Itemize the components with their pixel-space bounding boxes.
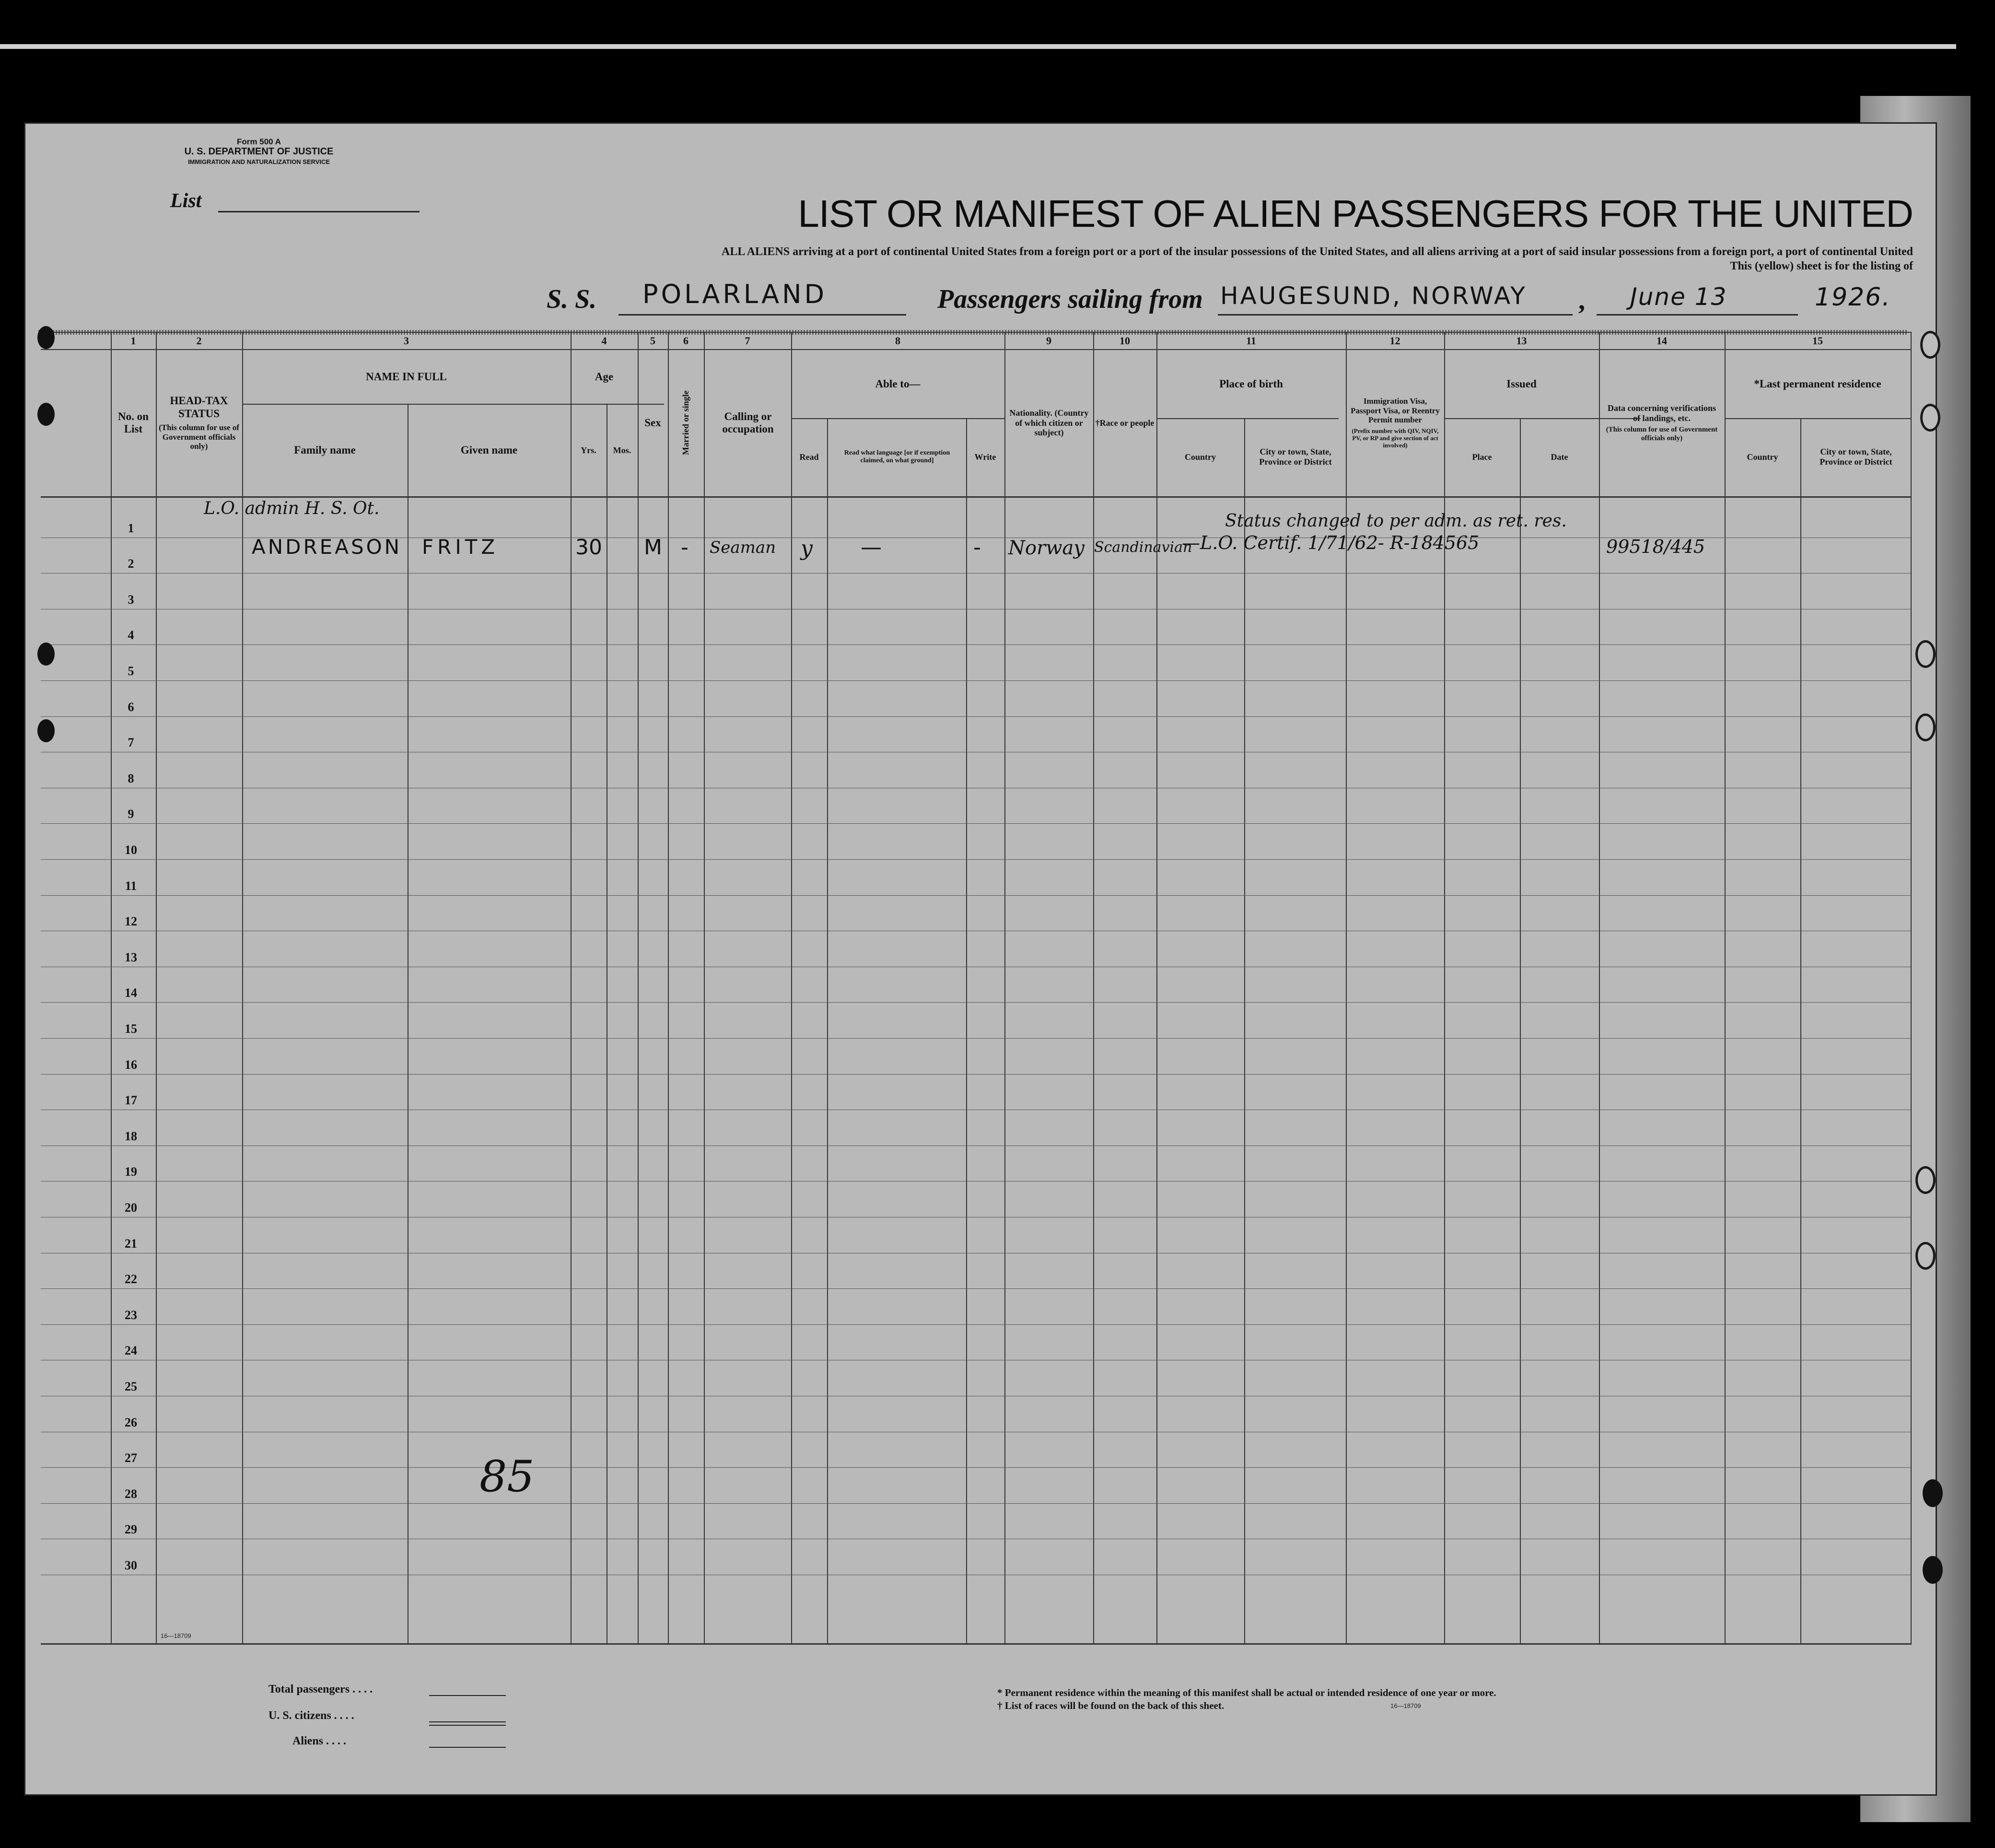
- entry-1-age-yrs: 30: [575, 535, 602, 560]
- punch-hole: [1915, 640, 1936, 668]
- entry-1-married: -: [681, 535, 688, 560]
- row-number: 13: [125, 950, 137, 964]
- col-num-5: 5: [650, 335, 655, 347]
- data-concerning-title: Data concerning verifications of landings, etc.: [1608, 403, 1716, 423]
- sailing-date: June 13: [1630, 283, 1727, 311]
- row-rule: [41, 823, 1911, 824]
- header-race: †Race or people: [1095, 418, 1155, 428]
- aliens-line: [429, 1747, 506, 1748]
- total-passengers-label: Total passengers . . . .: [268, 1683, 373, 1696]
- col-num-10: 10: [1120, 335, 1130, 347]
- punch-hole: [1923, 1479, 1943, 1507]
- row-number: 27: [125, 1451, 137, 1465]
- row-number: 5: [128, 664, 134, 678]
- rule: [1004, 332, 1005, 1645]
- col-num-4: 4: [601, 335, 607, 347]
- port-of-departure: HAUGESUND, NORWAY: [1220, 282, 1527, 310]
- punch-hole: [1923, 1556, 1943, 1584]
- row-number: 9: [128, 807, 134, 821]
- header-write: Write: [974, 452, 996, 462]
- header-last-residence: *Last permanent residence: [1754, 377, 1881, 390]
- department: U. S. DEPARTMENT OF JUSTICE: [184, 146, 334, 157]
- col-num-8: 8: [895, 335, 900, 347]
- rule: [1911, 332, 1912, 1645]
- header-family-name: Family name: [294, 444, 356, 456]
- entry-1-nationality: Norway: [1008, 537, 1085, 559]
- row-number: 14: [125, 986, 137, 1000]
- rule: [1725, 332, 1726, 1645]
- footnote-races: † List of races will be found on the back of this sheet.: [997, 1700, 1225, 1711]
- row-rule: [41, 895, 1911, 896]
- header-married: Married or single: [681, 390, 691, 456]
- row-rule: [41, 716, 1911, 717]
- header-head-tax: [158, 351, 240, 495]
- header-nationality: Nationality. (Country of which citizen or subject): [1009, 408, 1089, 438]
- punch-hole: [37, 719, 55, 742]
- entry-1-given-name: FRITZ: [422, 535, 499, 559]
- page-title: LIST OR MANIFEST OF ALIEN PASSENGERS FOR THE UNITED: [798, 192, 1913, 235]
- us-citizens-line: [429, 1721, 506, 1722]
- footnote-permanent-residence: * Permanent residence within the meaning of this manifest shall be actual or intended residence of one year or more.: [997, 1687, 1496, 1698]
- rule: [668, 332, 669, 1645]
- entry-1-write: -: [973, 535, 981, 560]
- page-mark: 85: [479, 1451, 535, 1502]
- row-rule: [41, 1467, 1911, 1468]
- entry-1-status-note: Status changed to per adm. as ret. res.: [1225, 511, 1567, 531]
- punch-hole: [1920, 404, 1940, 432]
- row-number: 10: [125, 843, 137, 857]
- rule: [41, 1643, 1911, 1645]
- row-number: 6: [128, 700, 134, 714]
- rule: [1800, 418, 1801, 1645]
- header-res-country: Country: [1747, 452, 1778, 462]
- header-issued-date: Date: [1551, 452, 1568, 462]
- footer-print-code: 16—18709: [1390, 1702, 1421, 1709]
- row-number: 7: [128, 736, 134, 750]
- row-number: 11: [125, 878, 137, 893]
- header-place-of-birth: Place of birth: [1219, 377, 1283, 390]
- ss-label: S. S.: [547, 284, 597, 314]
- header-no-on-list: No. on List: [118, 410, 149, 435]
- col-num-1: 1: [130, 335, 136, 347]
- col-num-6: 6: [683, 335, 688, 347]
- subtitle: [432, 245, 1913, 273]
- header-yrs: Yrs.: [581, 445, 596, 455]
- subtitle-line-1: ALL ALIENS arriving at a port of continental United States from a foreign port or a port of the insular possessions of the United States, and all aliens arriving at a port of said insular possessions from a foreign port, a port of continental United: [722, 246, 1913, 258]
- punch-hole: [1915, 713, 1936, 741]
- punch-hole: [37, 403, 55, 426]
- list-label: List: [170, 190, 202, 212]
- punch-hole: [1915, 1242, 1936, 1270]
- form-number: Form 500 A: [237, 137, 281, 146]
- rule: [791, 332, 792, 1645]
- col-num-9: 9: [1046, 335, 1051, 347]
- us-citizens-label: U. S. citizens . . . .: [268, 1709, 354, 1722]
- row-number: 1: [128, 521, 134, 535]
- rule: [1093, 332, 1094, 1645]
- header-data-concerning: [1600, 351, 1724, 495]
- date-line: [1597, 314, 1798, 316]
- visa-title: Immigration Visa, Passport Visa, or Reentry Permit number: [1351, 397, 1440, 425]
- row-rule: [41, 1074, 1911, 1075]
- header-age: Age: [595, 370, 614, 383]
- list-number-line: [218, 211, 420, 212]
- header-name-in-full: NAME IN FULL: [366, 370, 447, 383]
- rule: [41, 496, 1911, 498]
- row-number: 26: [125, 1415, 137, 1429]
- col-num-11: 11: [1246, 335, 1256, 347]
- row-number: 25: [125, 1380, 137, 1393]
- rule: [966, 418, 967, 1645]
- row-number: 2: [128, 557, 134, 571]
- entry-1-annotation: L.O. admin H. S. Ot.: [204, 499, 380, 518]
- entry-1-read-language: —: [861, 535, 882, 560]
- entry-1-sex: M: [644, 535, 662, 560]
- total-passengers-line: [429, 1695, 506, 1696]
- sailing-label: Passengers sailing from: [937, 284, 1203, 314]
- data-concerning-note: (This column for use of Government officials only): [1606, 426, 1718, 442]
- punch-hole: [1915, 1166, 1936, 1194]
- comma-separator: ,: [1578, 286, 1585, 316]
- header-read: Read: [799, 452, 819, 462]
- head-tax-note: (This column for use of Government officials only): [159, 423, 239, 451]
- row-rule: [41, 1038, 1911, 1039]
- entry-1-verification: 99518/445: [1606, 536, 1705, 557]
- header-birth-country: Country: [1184, 452, 1216, 462]
- row-number: 30: [125, 1558, 137, 1572]
- header-issued-place: Place: [1472, 452, 1492, 462]
- rule: [41, 349, 1911, 350]
- row-number: 23: [125, 1308, 137, 1322]
- sailing-year: 1926.: [1815, 283, 1891, 312]
- row-rule: [41, 680, 1911, 681]
- row-rule: [41, 1503, 1911, 1504]
- row-rule: [41, 1002, 1911, 1003]
- row-number: 3: [128, 592, 134, 607]
- col-num-7: 7: [745, 335, 750, 347]
- aliens-label: Aliens . . . .: [292, 1735, 347, 1747]
- row-number: 19: [125, 1165, 137, 1179]
- rule: [1156, 332, 1157, 1645]
- row-number: 18: [125, 1129, 137, 1143]
- rule: [1520, 418, 1521, 1645]
- row-print-code: 16—18709: [161, 1632, 191, 1639]
- entry-1-certificate-note: —L.O. Certif. 1/71/62- R-184565: [1182, 532, 1480, 553]
- punch-hole: [37, 643, 55, 666]
- subtitle-line-2: This (yellow) sheet is for the listing of: [1730, 260, 1913, 272]
- row-number: 8: [128, 771, 134, 785]
- row-number: 17: [125, 1093, 137, 1108]
- rule: [638, 332, 639, 1645]
- header-sex: Sex: [644, 416, 661, 429]
- head-tax-title: HEAD-TAX STATUS: [170, 395, 228, 420]
- col-num-3: 3: [404, 335, 409, 347]
- row-number: 29: [125, 1522, 137, 1537]
- us-citizens-line-2: [429, 1725, 506, 1726]
- service: IMMIGRATION AND NATURALIZATION SERVICE: [187, 158, 330, 165]
- punch-hole: [1920, 331, 1940, 359]
- form-identifier: [153, 137, 364, 167]
- punch-hole: [37, 326, 55, 349]
- rule: [704, 332, 705, 1645]
- entry-1-occupation: Seaman: [710, 538, 776, 557]
- row-rule: [41, 1324, 1911, 1325]
- row-number: 22: [125, 1272, 137, 1287]
- row-number: 16: [125, 1057, 137, 1072]
- row-number: 21: [125, 1236, 137, 1251]
- row-number: 20: [125, 1201, 137, 1215]
- col-num-13: 13: [1516, 335, 1527, 347]
- ship-line: [618, 314, 906, 316]
- header-visa: [1347, 351, 1444, 495]
- rule: [1599, 332, 1600, 1645]
- manifest-table: [41, 332, 1911, 1646]
- row-rule: [41, 1288, 1911, 1289]
- rule: [242, 332, 243, 1645]
- rule: [1244, 418, 1245, 1645]
- header-mos: Mos.: [613, 445, 631, 455]
- scan-top-border: [0, 44, 1956, 49]
- header-given-name: Given name: [460, 444, 518, 456]
- col-num-14: 14: [1657, 335, 1667, 347]
- row-rule: [41, 859, 1911, 860]
- row-rule: [41, 644, 1911, 645]
- header-read-language: Read what language [or if exemption claimed, on what ground]: [844, 449, 950, 464]
- visa-note: (Prefix number with QIV, NQIV, PV, or RP and give section of act involved): [1352, 427, 1439, 449]
- row-number: 24: [125, 1344, 137, 1358]
- row-number: 28: [125, 1486, 137, 1501]
- col-num-2: 2: [196, 335, 202, 347]
- header-able-to: Able to—: [875, 377, 921, 390]
- row-number: 15: [125, 1022, 137, 1036]
- rule: [827, 418, 828, 1645]
- header-birth-city: City or town, State, Province or District: [1259, 447, 1332, 467]
- rule: [571, 332, 572, 1645]
- ship-name: POLARLAND: [642, 279, 828, 309]
- entry-1-read: y: [801, 536, 813, 561]
- entry-1-family-name: ANDREASON: [252, 535, 402, 559]
- header-calling: Calling or occupation: [722, 410, 774, 435]
- entry-1-race: Scandinavian: [1094, 539, 1192, 556]
- port-line: [1218, 314, 1573, 316]
- rule: [156, 332, 157, 1645]
- col-num-12: 12: [1389, 335, 1400, 347]
- row-number: 12: [125, 914, 137, 929]
- row-number: 4: [128, 628, 134, 643]
- header-res-city: City or town, State, Province or District: [1820, 447, 1892, 467]
- col-num-15: 15: [1812, 335, 1823, 347]
- header-issued: Issued: [1506, 377, 1537, 390]
